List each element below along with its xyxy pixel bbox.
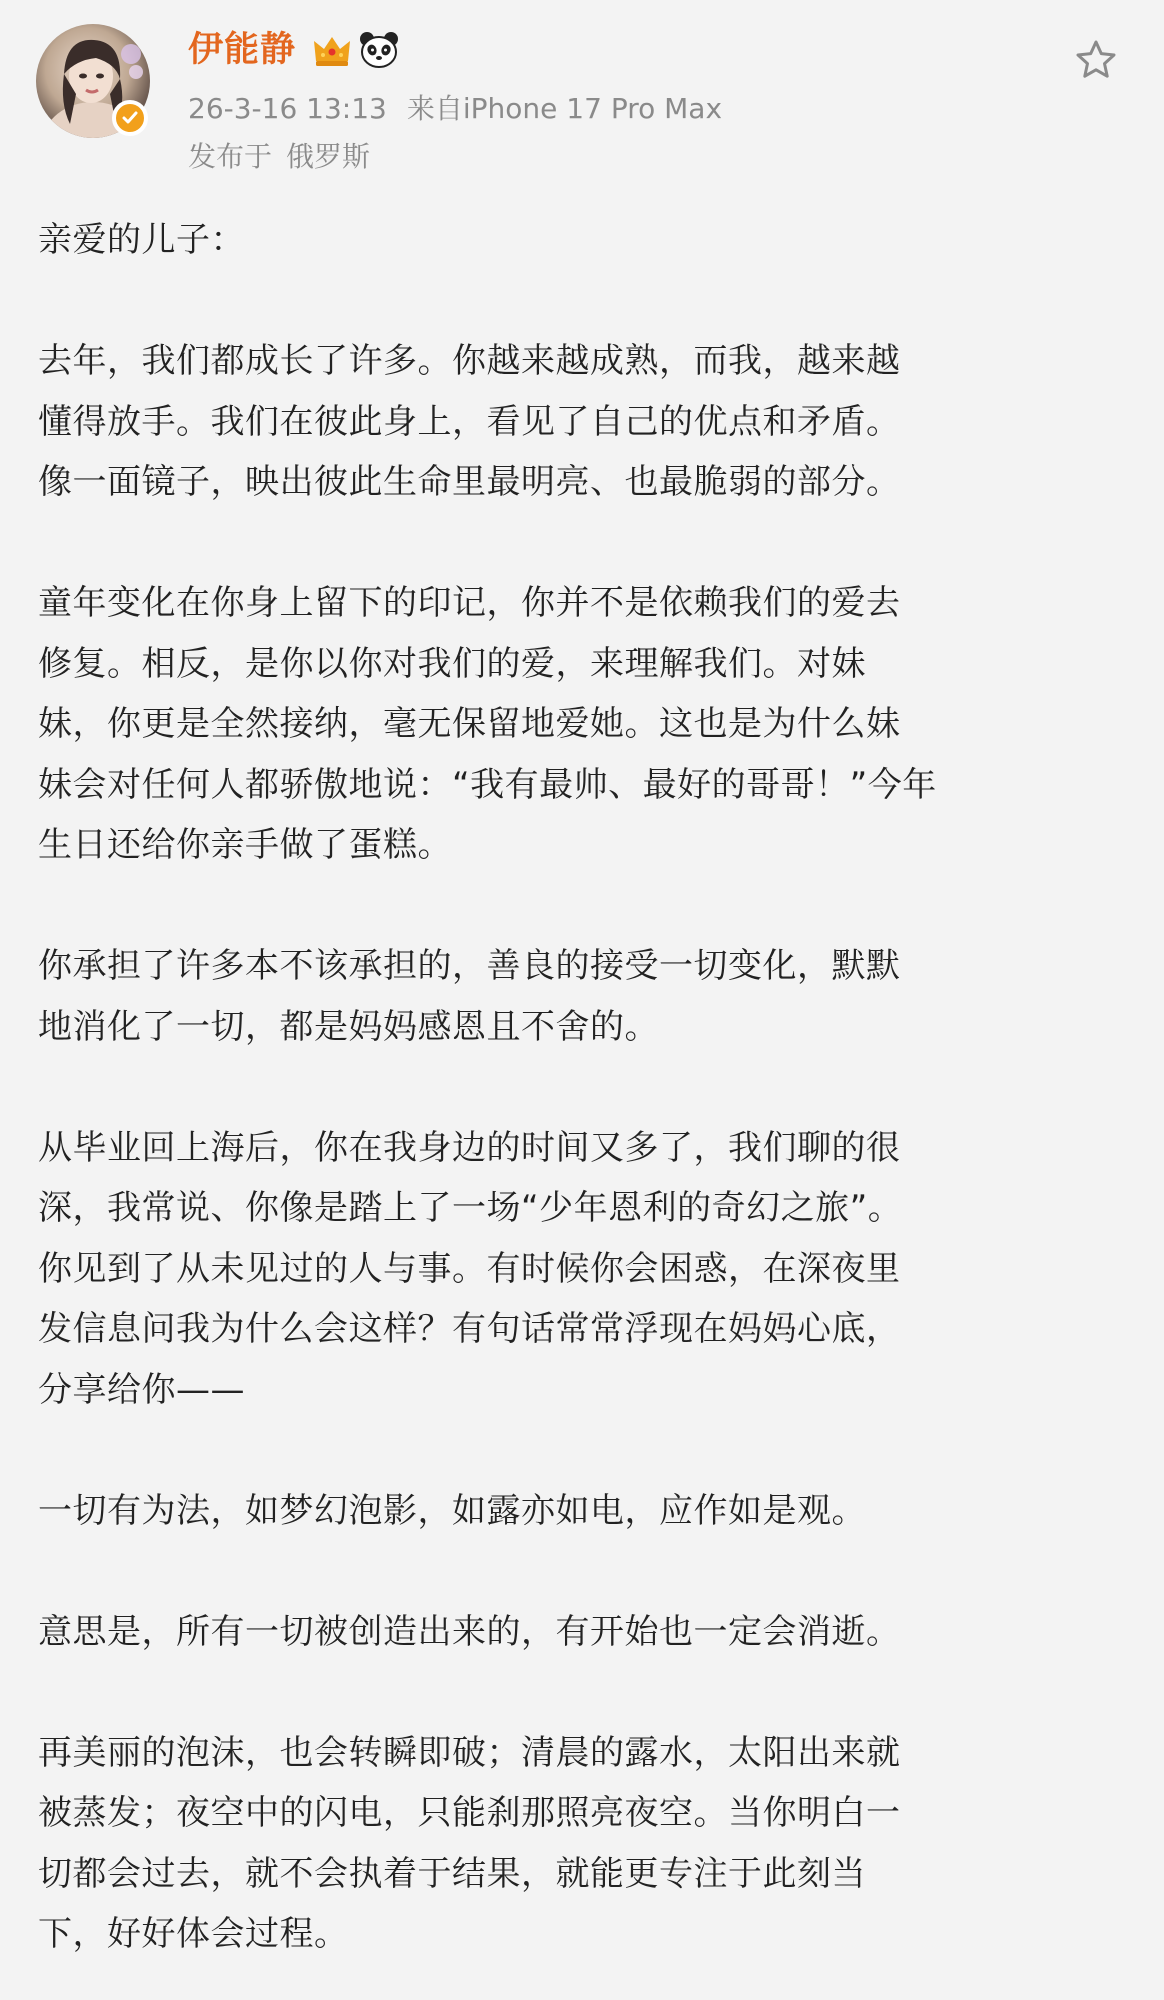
post-source: 来自iPhone 17 Pro Max: [406, 92, 723, 125]
post-greeting: 亲爱的儿子：: [38, 220, 245, 260]
text-line: 一切有为法，如梦幻泡影，如露亦如电，应作如是观。: [38, 1490, 866, 1531]
text-line: 生日还给你亲手做了蛋糕。: [38, 825, 452, 865]
paragraph-3: [38, 936, 1128, 1057]
paragraph-6: [38, 1602, 1128, 1663]
text-line: 深，我常说、你像是踏上了一场“少年恩利的奇幻之旅”。: [38, 1188, 903, 1228]
location-label: 发布于: [188, 140, 273, 173]
text-line: 你见到了从未见过的人与事。有时候你会困惑，在深夜里: [38, 1248, 901, 1289]
paragraph-2: [38, 573, 1128, 876]
paragraph-7: [38, 1723, 1128, 1965]
text-line: 意思是，所有一切被创造出来的，有开始也一定会消逝。: [38, 1611, 901, 1652]
text-line: 发信息问我为什么会这样？有句话常常浮现在妈妈心底，: [38, 1309, 901, 1349]
text-line: 从毕业回上海后，你在我身边的时间又多了，我们聊的很: [38, 1127, 901, 1168]
text-line: 修复。相反，是你以你对我们的爱，来理解我们。对妹: [38, 643, 866, 684]
star-outline-icon[interactable]: [1074, 38, 1118, 82]
post-header: [0, 0, 1164, 190]
panda-icon: [358, 30, 400, 70]
text-line: 妹会对任何人都骄傲地说：“我有最帅、最好的哥哥！”今年: [38, 764, 937, 805]
post-body: [38, 210, 1128, 1965]
post-location: [188, 140, 370, 174]
text-line: 切都会过去，就不会执着于结果，就能更专注于此刻当: [38, 1853, 866, 1894]
text-line: 再美丽的泡沫，也会转瞬即破；清晨的露水，太阳出来就: [38, 1732, 901, 1773]
user-name[interactable]: 伊能静: [188, 30, 297, 70]
text-line: 分享给你——: [38, 1369, 245, 1410]
text-line: 童年变化在你身上留下的印记，你并不是依赖我们的爱去: [38, 583, 901, 623]
paragraph-5: [38, 1481, 1128, 1542]
text-line: 你承担了许多本不该承担的，善良的接受一切变化，默默: [38, 946, 901, 986]
verified-badge-icon: [112, 100, 148, 136]
text-line: 像一面镜子，映出彼此生命里最明亮、也最脆弱的部分。: [38, 462, 901, 502]
post-meta: [188, 92, 722, 126]
paragraph-1: [38, 331, 1128, 513]
text-line: 被蒸发；夜空中的闪电，只能刹那照亮夜空。当你明白一: [38, 1793, 901, 1833]
crown-icon: [312, 33, 352, 69]
text-line: 地消化了一切，都是妈妈感恩且不舍的。: [38, 1006, 659, 1047]
location-value: 俄罗斯: [286, 140, 371, 173]
post-timestamp: 26-3-16 13:13: [188, 92, 387, 125]
text-line: 懂得放手。我们在彼此身上，看见了自己的优点和矛盾。: [38, 401, 901, 442]
text-line: 妹，你更是全然接纳，毫无保留地爱她。这也是为什么妹: [38, 704, 901, 744]
text-line: 下，好好体会过程。: [38, 1914, 349, 1954]
paragraph-4: [38, 1118, 1128, 1421]
text-line: 去年，我们都成长了许多。你越来越成熟，而我，越来越: [38, 341, 901, 381]
